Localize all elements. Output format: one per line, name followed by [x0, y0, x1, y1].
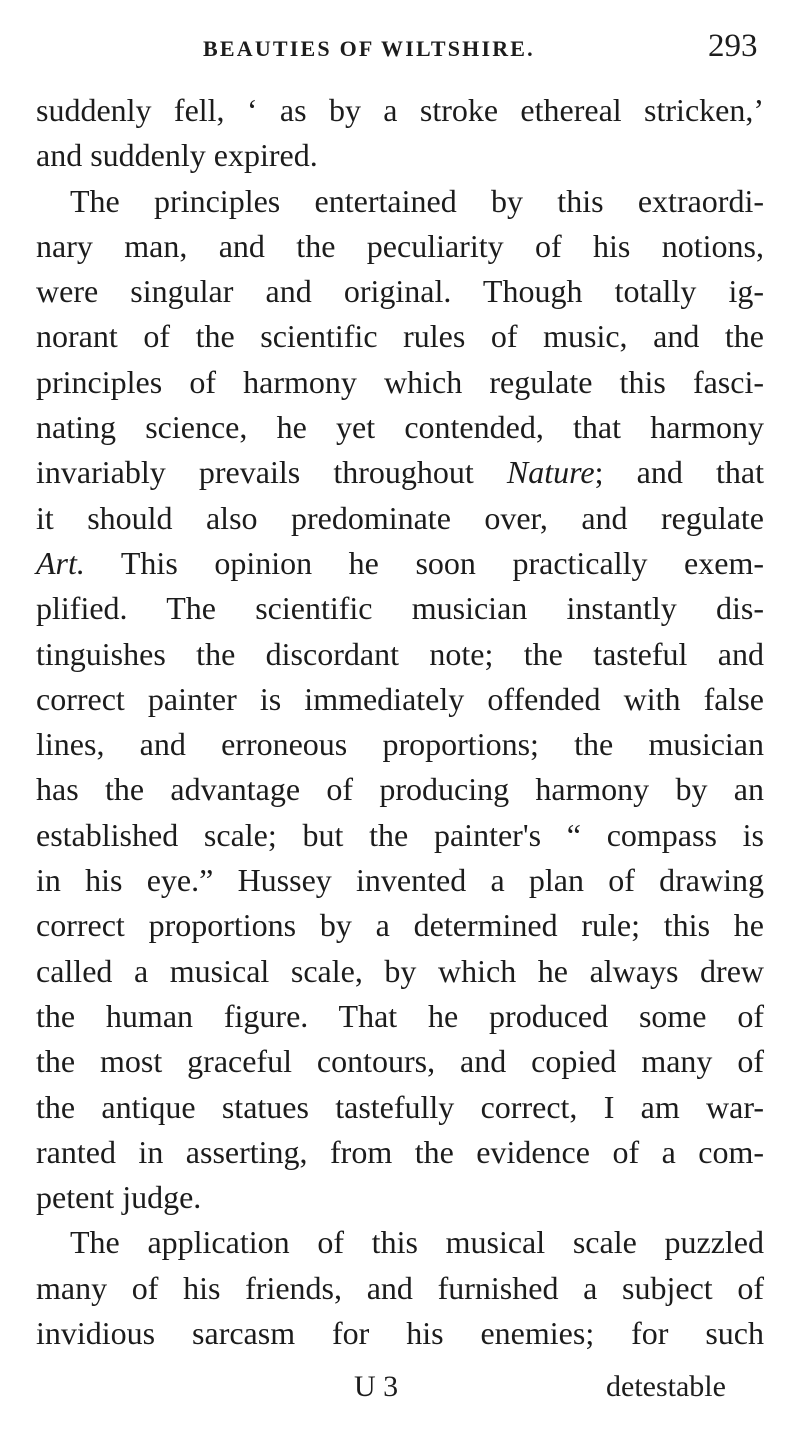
running-title: BEAUTIES OF WILTSHIRE.: [203, 36, 535, 61]
text-line: correct proportions by a determined rule; this he: [36, 907, 764, 944]
text-line: the antique statues tastefully correct, I am war-: [36, 1088, 764, 1125]
text-line: and suddenly expired.: [36, 137, 318, 174]
text-line: invidious sarcasm for his enemies; for such: [36, 1315, 764, 1352]
text-line: called a musical scale, by which he always drew: [36, 952, 764, 989]
page-number: 293: [708, 28, 758, 64]
text-line: principles of harmony which regulate this fasci-: [36, 363, 764, 400]
text-line: many of his friends, and furnished a subject of: [36, 1269, 764, 1306]
text-line: the human figure. That he produced some of: [36, 997, 764, 1034]
text-line: plified. The scientific musician instantly dis-: [36, 590, 764, 627]
text-line: nary man, and the peculiarity of his notions,: [36, 227, 764, 264]
running-head: [0, 28, 800, 72]
text-line: tinguishes the discordant note; the tasteful and: [36, 635, 764, 672]
text-line: established scale; but the painter's “ compass is: [36, 816, 764, 853]
signature-mark: U 3: [354, 1370, 399, 1403]
text-line: in his eye.” Hussey invented a plan of drawing: [36, 862, 764, 899]
text-line: petent judge.: [36, 1179, 202, 1216]
text-line: were singular and original. Though totally ig-: [36, 273, 764, 310]
text-line: Art. This opinion he soon practically exem-: [36, 544, 764, 581]
text-line: norant of the scientific rules of music, and the: [36, 318, 764, 355]
text-line: has the advantage of producing harmony by an: [36, 771, 764, 808]
catchword: detestable: [606, 1370, 726, 1403]
text-line: correct painter is immediately offended with false: [36, 680, 764, 717]
text-line: it should also predominate over, and regulate: [36, 499, 764, 536]
text-line: nating science, he yet contended, that harmony: [36, 409, 764, 446]
body-text: [36, 88, 764, 1356]
text-line: The principles entertained by this extraordi-: [70, 182, 764, 219]
page-footer: [0, 1370, 800, 1420]
text-line: lines, and erroneous proportions; the musician: [36, 726, 764, 763]
text-line: invariably prevails throughout Nature; and that: [36, 454, 765, 491]
text-line: The application of this musical scale puzzled: [70, 1224, 764, 1261]
text-line: the most graceful contours, and copied many of: [36, 1043, 764, 1080]
text-line: suddenly fell, ‘ as by a stroke ethereal stricken,’: [36, 92, 764, 128]
text-line: ranted in asserting, from the evidence of a com-: [36, 1133, 764, 1170]
